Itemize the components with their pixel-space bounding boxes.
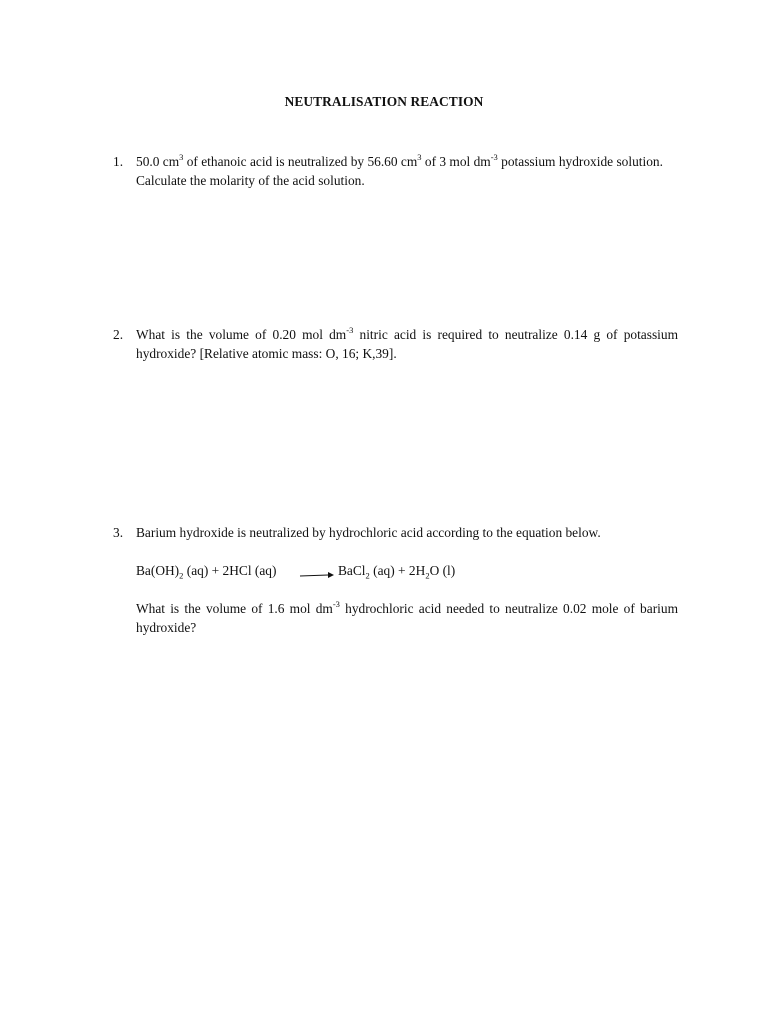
text-segment: O (l) bbox=[429, 563, 456, 578]
page-title: NEUTRALISATION REACTION bbox=[284, 94, 484, 109]
question-body bbox=[136, 523, 678, 637]
text-segment: What is the volume of 0.20 mol dm bbox=[136, 327, 347, 342]
text-segment: (aq) + 2HCl (aq) bbox=[183, 563, 277, 578]
chemical-equation bbox=[136, 561, 678, 580]
question-text bbox=[136, 325, 678, 363]
question-number: 3. bbox=[113, 525, 124, 540]
question-text bbox=[136, 599, 678, 637]
superscript: -3 bbox=[490, 151, 498, 162]
question-number: 1. bbox=[113, 154, 124, 169]
subscript: 2 bbox=[425, 570, 430, 581]
question-1 bbox=[113, 152, 678, 190]
text-segment: (aq) + 2H bbox=[369, 563, 426, 578]
text-segment: BaCl bbox=[338, 563, 366, 578]
text-segment: nitric acid is required to neutralize 0.14 g of potassium hydroxide? [Relative atomic mass: O, 16; K,39]. bbox=[136, 327, 679, 361]
text-segment: potassium hydroxide solution. bbox=[497, 154, 663, 169]
question-body bbox=[136, 325, 678, 363]
superscript: -3 bbox=[332, 598, 340, 609]
equation-products bbox=[338, 561, 455, 580]
reaction-arrow-icon bbox=[299, 568, 335, 580]
question-3 bbox=[113, 523, 678, 637]
text-segment: of ethanoic acid is neutralized by 56.60 cm bbox=[183, 154, 418, 169]
question-text bbox=[136, 152, 678, 171]
text-segment: of 3 mol dm bbox=[421, 154, 491, 169]
superscript: 3 bbox=[417, 151, 422, 162]
question-intro: Barium hydroxide is neutralized by hydrochloric acid according to the equation below. bbox=[136, 525, 601, 540]
question-2 bbox=[113, 325, 678, 363]
equation-reactants bbox=[136, 561, 276, 580]
subscript: 2 bbox=[179, 570, 184, 581]
text-segment: What is the volume of 1.6 mol dm bbox=[136, 601, 333, 616]
question-body bbox=[136, 152, 678, 190]
question-instruction: Calculate the molarity of the acid solution. bbox=[136, 173, 365, 188]
text-segment: hydrochloric acid needed to neutralize 0.02 mole of barium hydroxide? bbox=[136, 601, 678, 635]
text-segment: Ba(OH) bbox=[136, 563, 180, 578]
subscript: 2 bbox=[365, 570, 370, 581]
question-number: 2. bbox=[113, 327, 124, 342]
text-segment: 50.0 cm bbox=[136, 154, 180, 169]
superscript: -3 bbox=[346, 324, 354, 335]
superscript: 3 bbox=[179, 151, 184, 162]
